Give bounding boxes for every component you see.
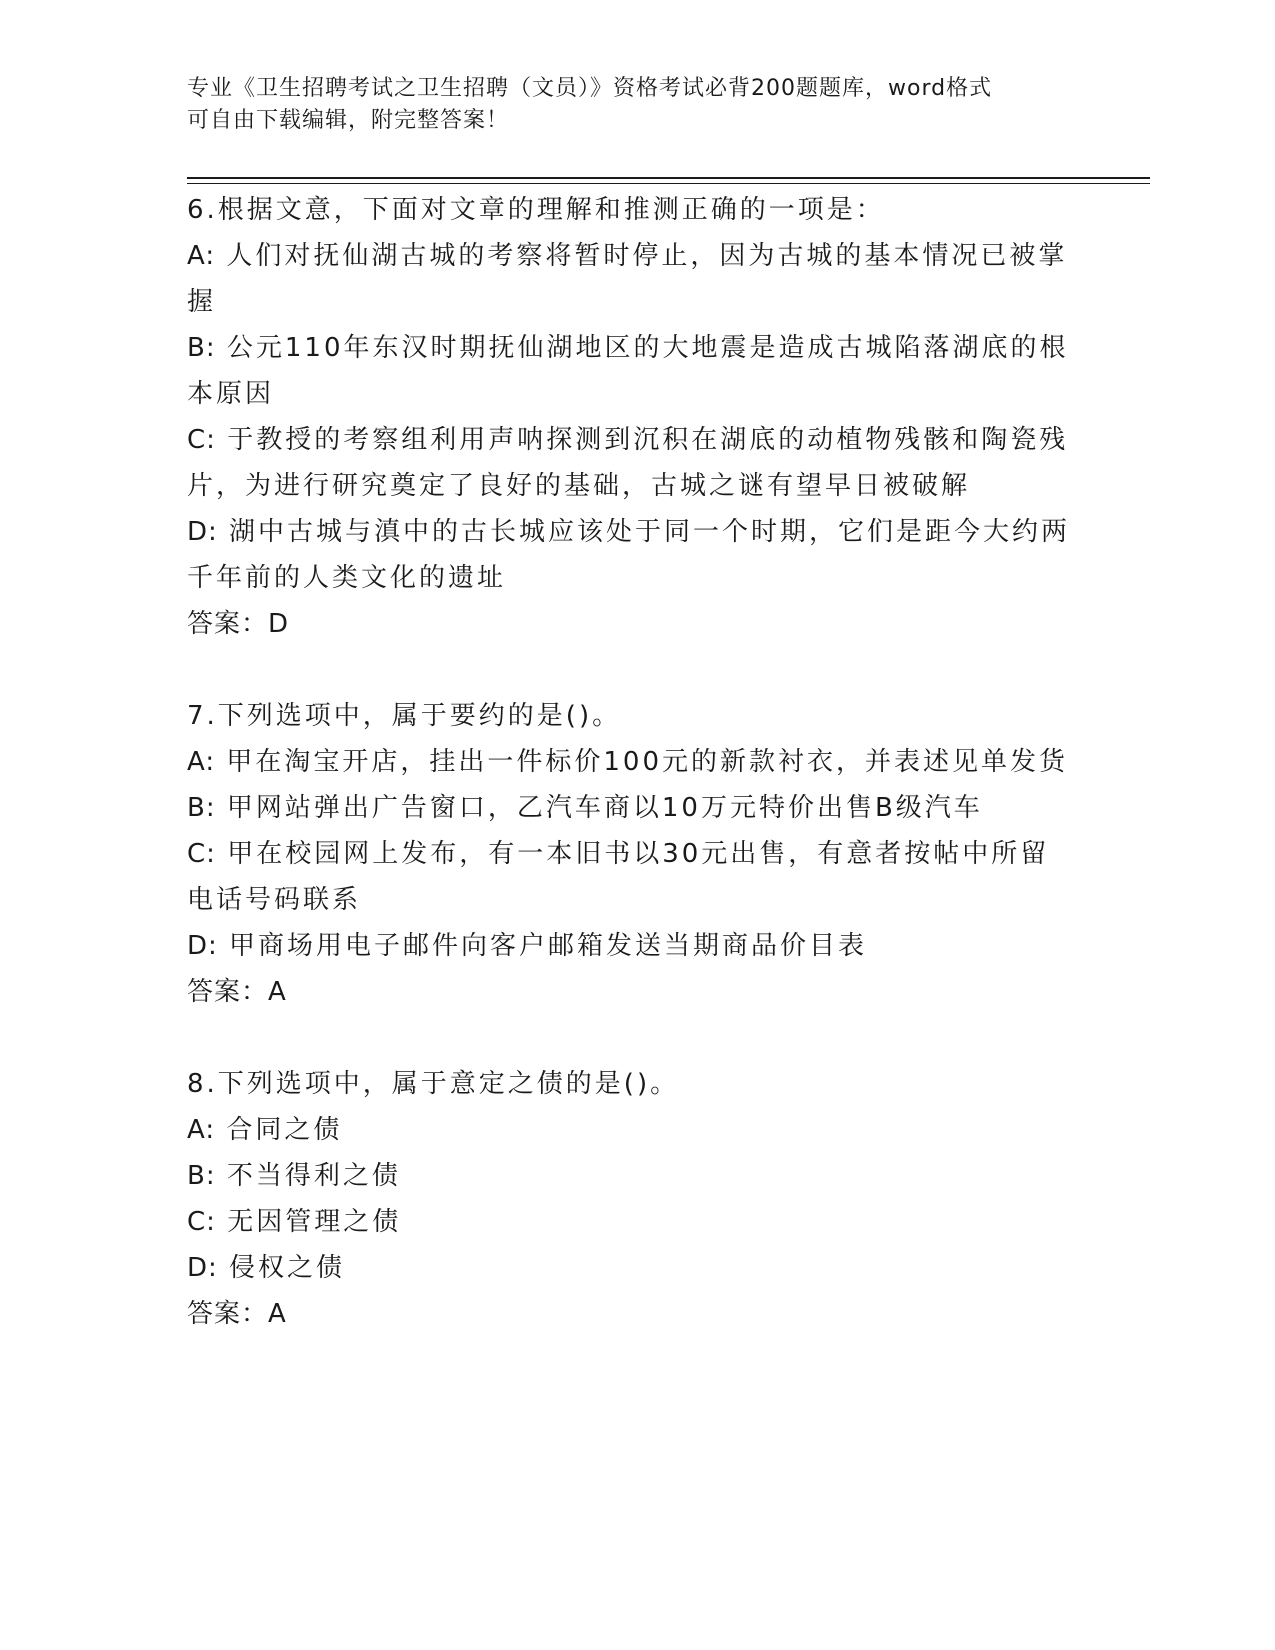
option-d <box>187 509 1087 555</box>
option-a <box>187 1107 1087 1153</box>
option-c <box>187 831 1087 877</box>
answer-label: 答案：D <box>187 609 290 639</box>
header-line-1: 专业《卫生招聘考试之卫生招聘（文员）》资格考试必背200题题库，word格式 <box>187 76 993 101</box>
question-stem: 8.下列选项中，属于意定之债的是()。 <box>187 1069 680 1099</box>
option-text: 甲在淘宝开店，挂出一件标价100元的新款衬衣，并表述见单发货 <box>226 747 1068 777</box>
option-key: B: <box>187 333 216 363</box>
option-key: A: <box>187 747 216 777</box>
question-list <box>187 187 1087 1383</box>
document-header <box>187 73 1067 137</box>
option-text: 甲在校园网上发布，有一本旧书以30元出售，有意者按帖中所留 <box>227 839 1050 869</box>
option-key: C: <box>187 1207 216 1237</box>
option-text: 湖中古城与滇中的古长城应该处于同一个时期，它们是距今大约两 <box>229 517 1071 547</box>
option-text: 合同之债 <box>226 1115 343 1145</box>
option-b <box>187 1153 1087 1199</box>
option-key: D: <box>187 931 218 961</box>
option-key: D: <box>187 517 218 547</box>
option-c <box>187 1199 1087 1245</box>
header-divider-thick <box>187 177 1150 179</box>
option-c-continuation: 电话号码联系 <box>187 885 362 915</box>
option-key: C: <box>187 839 216 869</box>
option-c-continuation: 片，为进行研究奠定了良好的基础，古城之谜有望早日被破解 <box>187 471 971 501</box>
header-divider-thin <box>187 183 1150 184</box>
option-text: 甲商场用电子邮件向客户邮箱发送当期商品价目表 <box>229 931 868 961</box>
option-text: 甲网站弹出广告窗口，乙汽车商以10万元特价出售B级汽车 <box>226 793 983 823</box>
option-text: 无因管理之债 <box>227 1207 402 1237</box>
option-a-continuation: 握 <box>187 287 217 317</box>
header-line-2: 可自由下载编辑，附完整答案！ <box>187 108 510 133</box>
option-a <box>187 739 1087 785</box>
question-stem: 6.根据文意，下面对文章的理解和推测正确的一项是： <box>187 195 885 225</box>
option-text: 于教授的考察组利用声呐探测到沉积在湖底的动植物残骸和陶瓷残 <box>227 425 1069 455</box>
option-text: 不当得利之债 <box>226 1161 401 1191</box>
option-text: 人们对抚仙湖古城的考察将暂时停止，因为古城的基本情况已被掌 <box>226 241 1068 271</box>
option-key: D: <box>187 1253 218 1283</box>
question-stem: 7.下列选项中，属于要约的是()。 <box>187 701 622 731</box>
option-d <box>187 1245 1087 1291</box>
question-6 <box>187 187 1087 647</box>
option-text: 公元110年东汉时期抚仙湖地区的大地震是造成古城陷落湖底的根 <box>226 333 1069 363</box>
question-8 <box>187 1061 1087 1337</box>
option-c <box>187 417 1087 463</box>
option-a <box>187 233 1087 279</box>
answer-label: 答案：A <box>187 1299 287 1329</box>
option-d-continuation: 千年前的人类文化的遗址 <box>187 563 507 593</box>
option-key: C: <box>187 425 216 455</box>
answer-label: 答案：A <box>187 977 287 1007</box>
option-key: A: <box>187 241 216 271</box>
option-text: 侵权之债 <box>229 1253 346 1283</box>
option-key: B: <box>187 1161 216 1191</box>
option-b <box>187 785 1087 831</box>
question-7 <box>187 693 1087 1015</box>
option-b-continuation: 本原因 <box>187 379 275 409</box>
option-d <box>187 923 1087 969</box>
option-b <box>187 325 1087 371</box>
option-key: A: <box>187 1115 216 1145</box>
option-key: B: <box>187 793 216 823</box>
